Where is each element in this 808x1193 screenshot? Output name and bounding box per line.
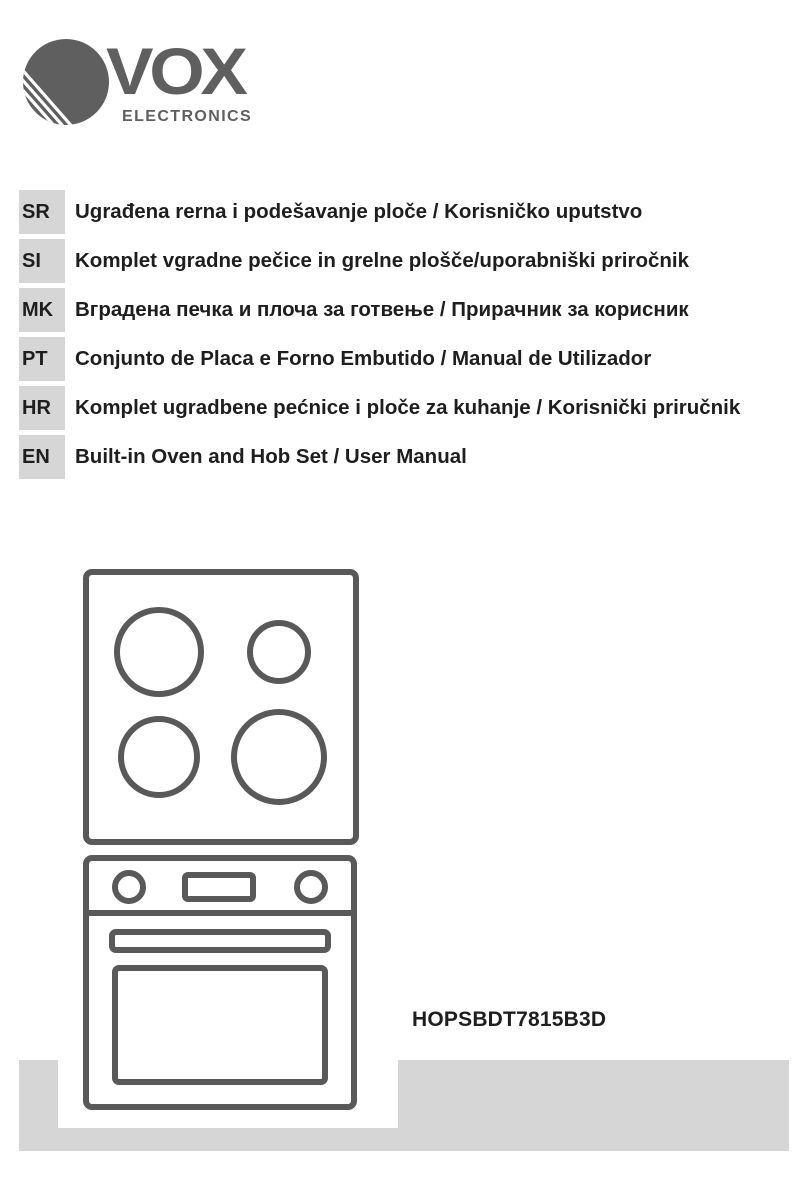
language-code: PT	[19, 337, 65, 381]
language-row	[19, 435, 799, 484]
model-number: HOPSBDT7815B3D	[412, 1008, 607, 1031]
language-title: Conjunto de Placa e Forno Embutido / Manual de Utilizador	[75, 347, 652, 370]
language-code: EN	[19, 435, 65, 479]
language-code: SR	[19, 190, 65, 234]
language-row	[19, 386, 799, 435]
language-title: Komplet ugradbene pećnice i ploče za kuhanje / Korisnički priručnik	[75, 396, 741, 419]
language-title: Komplet vgradne pečice in grelne plošče/uporabniški priročnik	[75, 249, 690, 272]
language-row	[19, 190, 799, 239]
language-code: SI	[19, 239, 65, 283]
brand-logo	[22, 34, 282, 130]
language-title: Ugrađena rerna i podešavanje ploče / Korisničko uputstvo	[75, 200, 643, 223]
language-row	[19, 337, 799, 386]
brand-name: VOX	[106, 34, 244, 108]
vox-logo-mark-icon	[22, 38, 110, 126]
brand-subtitle: ELECTRONICS	[122, 108, 253, 125]
language-title: Вградена печка и плоча за готвење / Прирачник за корисник	[75, 298, 689, 321]
oven-and-hob-illustration	[58, 563, 398, 1128]
language-code: MK	[19, 288, 65, 332]
illustration-backdrop	[58, 563, 398, 1128]
language-row	[19, 288, 799, 337]
language-code: HR	[19, 386, 65, 430]
language-title: Built-in Oven and Hob Set / User Manual	[75, 445, 467, 468]
language-row	[19, 239, 799, 288]
language-title-list	[19, 190, 799, 484]
